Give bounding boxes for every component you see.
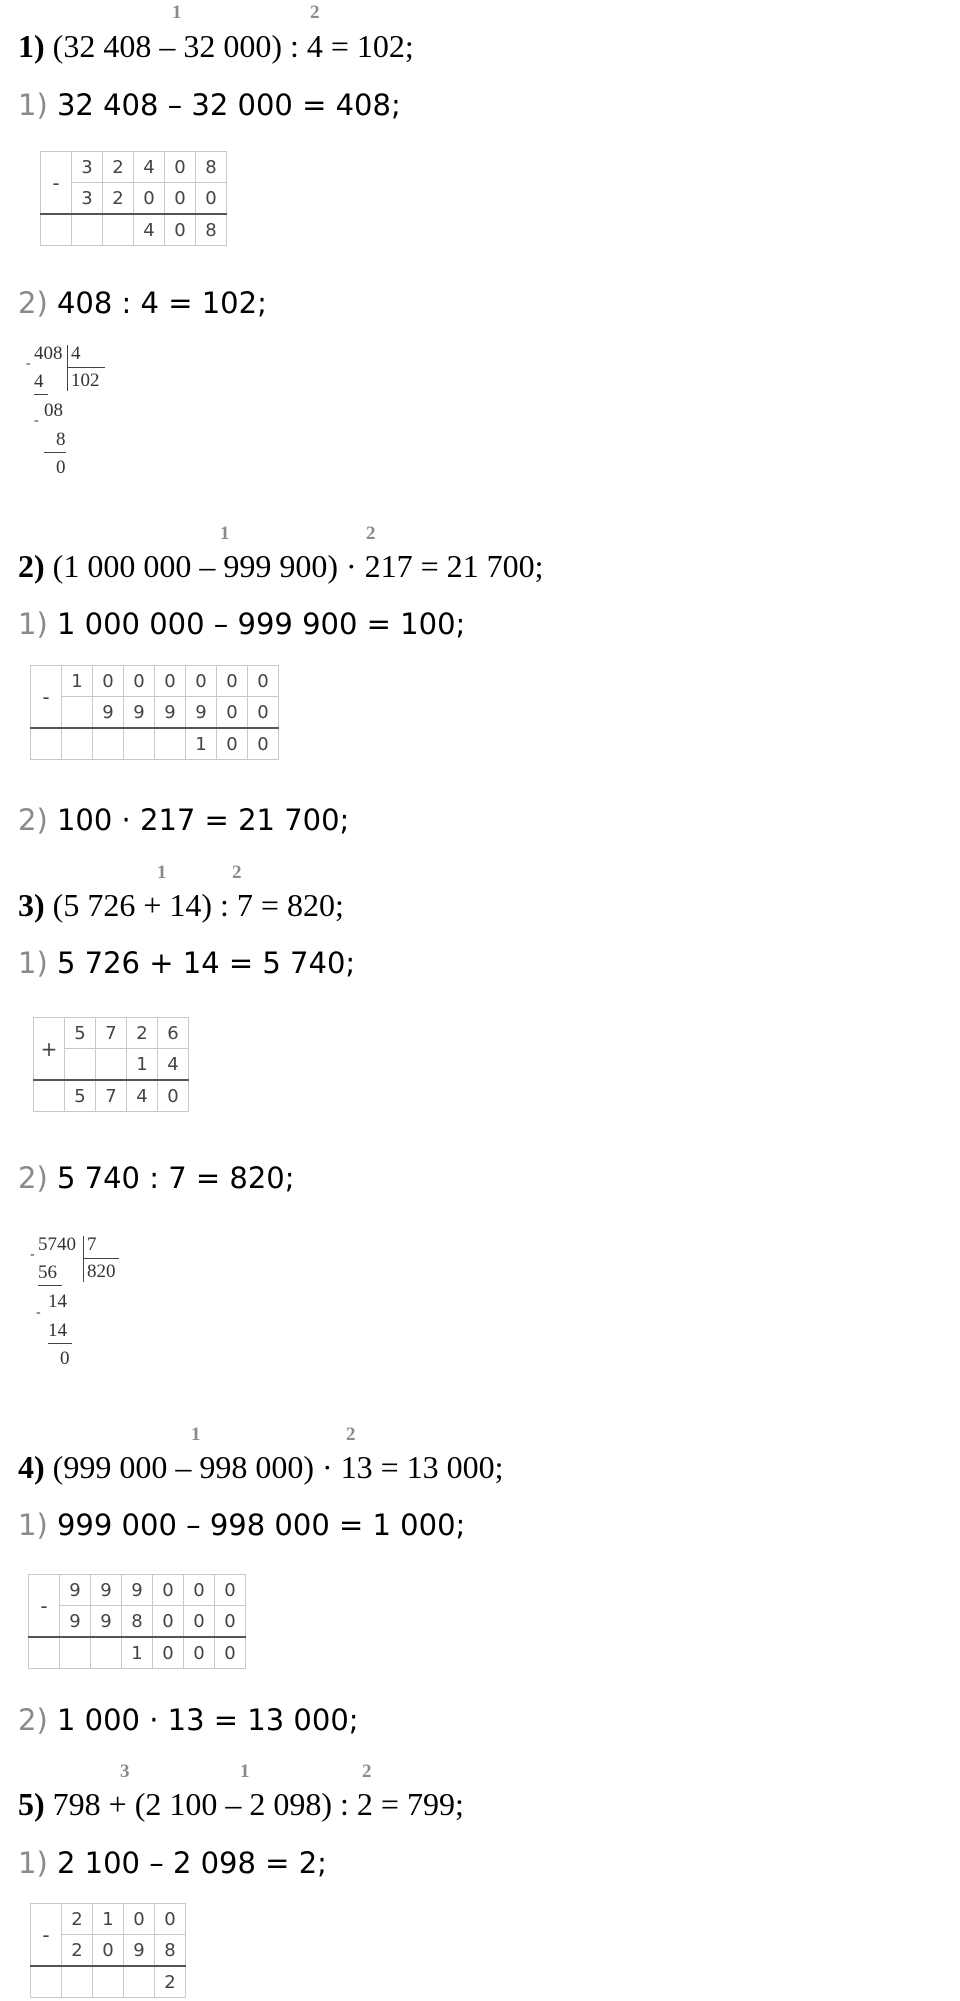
- digit-cell: [62, 728, 93, 760]
- digit-cell: 0: [124, 1904, 155, 1935]
- digit-cell: 0: [153, 1575, 184, 1606]
- digit-cell: 9: [122, 1575, 153, 1606]
- subtrahend-1: 56: [38, 1262, 57, 1283]
- digit-cell: 0: [93, 1935, 124, 1967]
- problem-3-step-1: [18, 946, 355, 980]
- empty-cell: [41, 214, 72, 246]
- digit-cell: [65, 1049, 96, 1081]
- quotient: 102: [71, 370, 100, 391]
- digit-cell: 1: [122, 1637, 153, 1669]
- digit-cell: 0: [215, 1606, 246, 1638]
- empty-cell: [31, 728, 62, 760]
- digit-cell: 0: [248, 666, 279, 697]
- digit-cell: [93, 728, 124, 760]
- digit-cell: 2: [62, 1935, 93, 1967]
- problem-4-text: (999 000 – 998 000) · 13 = 13 000;: [52, 1449, 504, 1485]
- order-mark-2: 2: [310, 2, 320, 23]
- digit-cell: 1: [127, 1049, 158, 1081]
- problem-3-expression: [18, 887, 344, 924]
- digit-cell: [96, 1049, 127, 1081]
- digit-cell: 9: [60, 1606, 91, 1638]
- digit-cell: 8: [196, 152, 227, 183]
- digit-cell: 1: [62, 666, 93, 697]
- digit-cell: 0: [124, 666, 155, 697]
- digit-cell: 8: [196, 214, 227, 246]
- step-text: 2 100 – 2 098 = 2;: [56, 1846, 327, 1880]
- dividend: 408: [34, 343, 63, 364]
- subtrahend-2: 14: [48, 1320, 67, 1341]
- digit-cell: [103, 214, 134, 246]
- problem-2-expression: [18, 548, 544, 585]
- empty-cell: [29, 1637, 60, 1669]
- digit-cell: 9: [186, 697, 217, 729]
- step-number: 2): [18, 286, 48, 320]
- order-mark-1: 1: [220, 523, 230, 544]
- column-subtraction-4: [28, 1574, 246, 1669]
- digit-cell: 9: [124, 1935, 155, 1967]
- digit-cell: 0: [134, 183, 165, 215]
- final-remainder: 0: [56, 457, 66, 478]
- digit-cell: 2: [103, 152, 134, 183]
- digit-cell: 0: [248, 697, 279, 729]
- digit-cell: 4: [158, 1049, 189, 1081]
- digit-cell: 0: [184, 1606, 215, 1638]
- digit-cell: 9: [91, 1606, 122, 1638]
- digit-cell: 8: [122, 1606, 153, 1638]
- order-mark-2: 2: [346, 1424, 356, 1445]
- step-text: 1 000 000 – 999 900 = 100;: [56, 607, 466, 641]
- order-mark-1: 1: [172, 2, 182, 23]
- problem-2-text: (1 000 000 – 999 900) · 217 = 21 700;: [52, 548, 544, 584]
- dividend: 5740: [38, 1234, 76, 1255]
- step-text: 999 000 – 998 000 = 1 000;: [56, 1508, 466, 1542]
- digit-cell: [72, 214, 103, 246]
- digit-cell: 9: [155, 697, 186, 729]
- digit-cell: 0: [93, 666, 124, 697]
- problem-1-expression: [18, 28, 414, 65]
- problem-5-expression: [18, 1786, 464, 1823]
- order-mark-1: 1: [191, 1424, 201, 1445]
- problem-3-number: 3): [18, 887, 45, 923]
- digit-cell: 4: [127, 1080, 158, 1112]
- digit-cell: [124, 728, 155, 760]
- digit-cell: 7: [96, 1080, 127, 1112]
- digit-cell: 0: [158, 1080, 189, 1112]
- column-subtraction-1: [40, 151, 227, 246]
- digit-cell: 3: [72, 183, 103, 215]
- step-number: 1): [18, 88, 48, 122]
- problem-2-number: 2): [18, 548, 45, 584]
- step-text: 32 408 – 32 000 = 408;: [56, 88, 401, 122]
- final-remainder: 0: [60, 1348, 70, 1369]
- digit-cell: 0: [165, 214, 196, 246]
- step-text: 5 740 : 7 = 820;: [56, 1161, 295, 1195]
- step-number: 2): [18, 1703, 48, 1737]
- quotient: 820: [87, 1261, 116, 1282]
- digit-cell: 0: [184, 1637, 215, 1669]
- problem-2-step-2: [18, 803, 349, 837]
- empty-cell: [31, 1966, 62, 1998]
- column-addition-3: [33, 1017, 189, 1112]
- digit-cell: [91, 1637, 122, 1669]
- digit-cell: 3: [72, 152, 103, 183]
- digit-cell: 1: [93, 1904, 124, 1935]
- empty-cell: [34, 1080, 65, 1112]
- digit-cell: 0: [215, 1637, 246, 1669]
- digit-cell: [62, 1966, 93, 1998]
- step-text: 408 : 4 = 102;: [56, 286, 267, 320]
- digit-cell: 0: [165, 152, 196, 183]
- problem-5-text: 798 + (2 100 – 2 098) : 2 = 799;: [52, 1786, 464, 1822]
- digit-cell: [60, 1637, 91, 1669]
- problem-3-text: (5 726 + 14) : 7 = 820;: [52, 887, 344, 923]
- digit-cell: 6: [158, 1018, 189, 1049]
- digit-cell: [124, 1966, 155, 1998]
- problem-4-expression: [18, 1449, 504, 1486]
- problem-1-step-2: [18, 286, 267, 320]
- digit-cell: 5: [65, 1018, 96, 1049]
- digit-cell: 9: [60, 1575, 91, 1606]
- step-text: 5 726 + 14 = 5 740;: [56, 946, 356, 980]
- operator-sign: -: [31, 666, 62, 729]
- remainder-1: 14: [48, 1291, 67, 1312]
- problem-4-step-2: [18, 1703, 359, 1737]
- digit-cell: [93, 1966, 124, 1998]
- digit-cell: 0: [217, 666, 248, 697]
- step-number: 2): [18, 1161, 48, 1195]
- divisor: 7: [87, 1234, 97, 1255]
- step-number: 2): [18, 803, 48, 837]
- digit-cell: 5: [65, 1080, 96, 1112]
- subtrahend-2: 8: [56, 429, 66, 450]
- digit-cell: 1: [186, 728, 217, 760]
- digit-cell: [62, 697, 93, 729]
- step-number: 1): [18, 1846, 48, 1880]
- problem-3-step-2: [18, 1161, 295, 1195]
- step-text: 100 · 217 = 21 700;: [56, 803, 350, 837]
- digit-cell: 9: [91, 1575, 122, 1606]
- digit-cell: 0: [184, 1575, 215, 1606]
- digit-cell: 2: [155, 1966, 186, 1998]
- step-number: 1): [18, 946, 48, 980]
- digit-cell: 0: [196, 183, 227, 215]
- digit-cell: 4: [134, 214, 165, 246]
- problem-5-step-1: [18, 1846, 327, 1880]
- digit-cell: 0: [165, 183, 196, 215]
- digit-cell: 9: [124, 697, 155, 729]
- step-number: 1): [18, 607, 48, 641]
- operator-sign: -: [41, 152, 72, 215]
- operator-sign: +: [34, 1018, 65, 1081]
- order-mark-2: 2: [366, 523, 376, 544]
- order-mark-3: 3: [120, 1761, 130, 1782]
- operator-sign: -: [31, 1904, 62, 1967]
- digit-cell: 0: [186, 666, 217, 697]
- order-mark-1: 1: [240, 1761, 250, 1782]
- problem-1-step-1: [18, 88, 401, 122]
- digit-cell: 2: [127, 1018, 158, 1049]
- divisor: 4: [71, 343, 81, 364]
- digit-cell: 0: [217, 728, 248, 760]
- operator-sign: -: [29, 1575, 60, 1638]
- problem-1-number: 1): [18, 28, 45, 64]
- digit-cell: 2: [103, 183, 134, 215]
- digit-cell: 0: [215, 1575, 246, 1606]
- step-text: 1 000 · 13 = 13 000;: [56, 1703, 359, 1737]
- order-mark-2: 2: [362, 1761, 372, 1782]
- problem-2-step-1: [18, 607, 465, 641]
- column-subtraction-5: [30, 1903, 186, 1998]
- digit-cell: 0: [155, 1904, 186, 1935]
- digit-cell: 4: [134, 152, 165, 183]
- digit-cell: 7: [96, 1018, 127, 1049]
- digit-cell: 2: [62, 1904, 93, 1935]
- digit-cell: 0: [153, 1606, 184, 1638]
- digit-cell: 0: [217, 697, 248, 729]
- problem-1-text: (32 408 – 32 000) : 4 = 102;: [52, 28, 414, 64]
- digit-cell: 0: [155, 666, 186, 697]
- subtrahend-1: 4: [34, 371, 44, 392]
- problem-4-step-1: [18, 1508, 465, 1542]
- problem-5-number: 5): [18, 1786, 45, 1822]
- digit-cell: [155, 728, 186, 760]
- order-mark-1: 1: [157, 862, 167, 883]
- digit-cell: 0: [248, 728, 279, 760]
- remainder-1: 08: [44, 400, 63, 421]
- digit-cell: 8: [155, 1935, 186, 1967]
- digit-cell: 0: [153, 1637, 184, 1669]
- column-subtraction-2: [30, 665, 279, 760]
- digit-cell: 9: [93, 697, 124, 729]
- problem-4-number: 4): [18, 1449, 45, 1485]
- order-mark-2: 2: [232, 862, 242, 883]
- step-number: 1): [18, 1508, 48, 1542]
